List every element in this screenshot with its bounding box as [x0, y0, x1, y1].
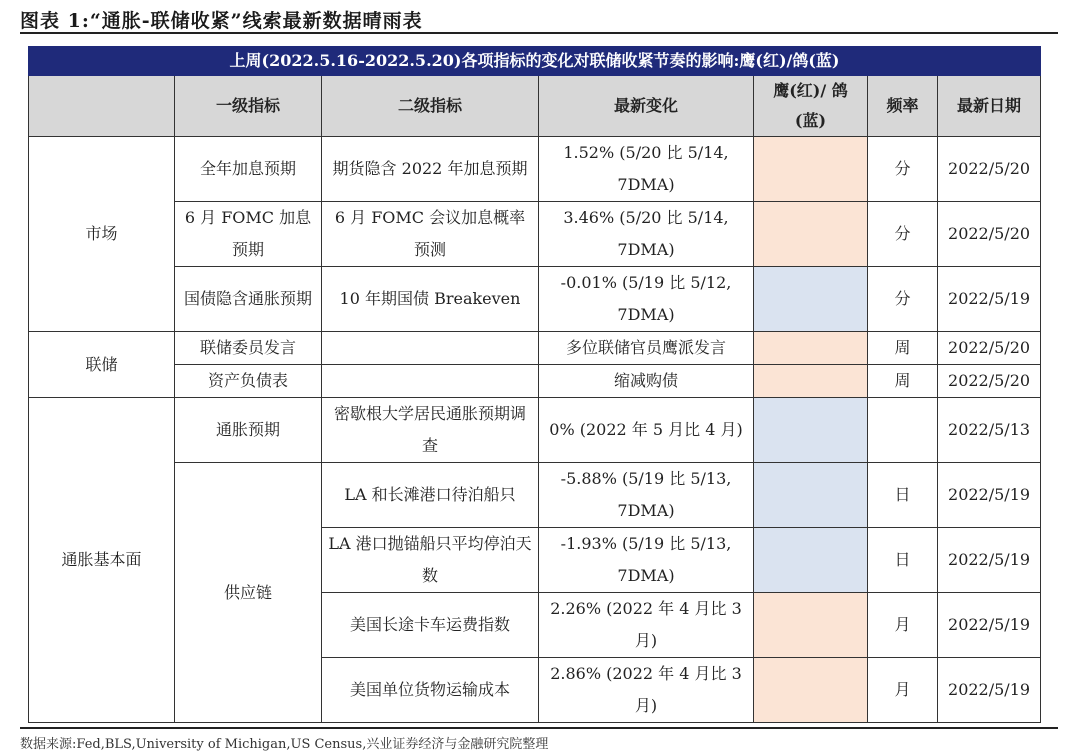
cell-level2: 6 月 FOMC 会议加息概率预测: [322, 202, 539, 267]
header-hawkdove: 鹰(红)/ 鸽(蓝): [754, 76, 868, 137]
signal-cell-hawk: [754, 658, 868, 723]
source-note: 数据来源:Fed,BLS,University of Michigan,US Census,兴业证券经济与金融研究院整理: [20, 737, 549, 752]
cell-date: 2022/5/19: [938, 593, 1041, 658]
cell-date: 2022/5/19: [938, 267, 1041, 332]
table-row: [29, 202, 1041, 267]
cell-freq: 日: [868, 528, 938, 593]
signal-cell-hawk: [754, 332, 868, 365]
cell-change: 多位联储官员鹰派发言: [539, 332, 754, 365]
table-row: [29, 398, 1041, 463]
cell-level2: 期货隐含 2022 年加息预期: [322, 137, 539, 202]
group-fed: 联储: [29, 332, 175, 398]
cell-freq: 分: [868, 202, 938, 267]
cell-change: 2.86% (2022 年 4 月比 3 月): [539, 658, 754, 723]
cell-level1: 6 月 FOMC 加息预期: [175, 202, 322, 267]
table-banner-row: [29, 47, 1041, 76]
group-supply-chain: 供应链: [175, 463, 322, 723]
title-rule: [20, 32, 1058, 34]
signal-cell-hawk: [754, 365, 868, 398]
cell-date: 2022/5/19: [938, 528, 1041, 593]
cell-level1: 联储委员发言: [175, 332, 322, 365]
cell-date: 2022/5/19: [938, 658, 1041, 723]
table-banner: 上周(2022.5.16-2022.5.20)各项指标的变化对联储收紧节奏的影响:鹰(红)/鸽(蓝): [29, 47, 1041, 76]
cell-level1: 通胀预期: [175, 398, 322, 463]
header-level2: 二级指标: [322, 76, 539, 137]
cell-change: 0% (2022 年 5 月比 4 月): [539, 398, 754, 463]
indicator-table: [28, 46, 1041, 723]
cell-date: 2022/5/20: [938, 202, 1041, 267]
signal-cell-hawk: [754, 593, 868, 658]
header-category: [29, 76, 175, 137]
cell-level2: 美国单位货物运输成本: [322, 658, 539, 723]
cell-change: -1.93% (5/19 比 5/13, 7DMA): [539, 528, 754, 593]
cell-change: 3.46% (5/20 比 5/14, 7DMA): [539, 202, 754, 267]
cell-freq: 分: [868, 137, 938, 202]
header-date: 最新日期: [938, 76, 1041, 137]
cell-level2: 密歇根大学居民通胀预期调查: [322, 398, 539, 463]
cell-level2: [322, 365, 539, 398]
group-market: 市场: [29, 137, 175, 332]
signal-cell-dove: [754, 463, 868, 528]
cell-level2: LA 和长滩港口待泊船只: [322, 463, 539, 528]
cell-date: 2022/5/19: [938, 463, 1041, 528]
header-freq: 频率: [868, 76, 938, 137]
cell-level1: 国债隐含通胀预期: [175, 267, 322, 332]
cell-freq: [868, 398, 938, 463]
cell-freq: 日: [868, 463, 938, 528]
table-row: [29, 267, 1041, 332]
cell-date: 2022/5/20: [938, 365, 1041, 398]
cell-freq: 月: [868, 593, 938, 658]
cell-change: -0.01% (5/19 比 5/12, 7DMA): [539, 267, 754, 332]
cell-level1: 全年加息预期: [175, 137, 322, 202]
signal-cell-dove: [754, 528, 868, 593]
group-inflation: 通胀基本面: [29, 398, 175, 723]
cell-level2: [322, 332, 539, 365]
header-change: 最新变化: [539, 76, 754, 137]
table-row: [29, 332, 1041, 365]
cell-change: -5.88% (5/19 比 5/13, 7DMA): [539, 463, 754, 528]
cell-freq: 周: [868, 365, 938, 398]
cell-change: 2.26% (2022 年 4 月比 3 月): [539, 593, 754, 658]
cell-change: 1.52% (5/20 比 5/14, 7DMA): [539, 137, 754, 202]
table-header-row: [29, 76, 1041, 137]
cell-freq: 分: [868, 267, 938, 332]
table-row: [29, 137, 1041, 202]
signal-cell-dove: [754, 398, 868, 463]
cell-level2: 美国长途卡车运费指数: [322, 593, 539, 658]
signal-cell-hawk: [754, 137, 868, 202]
cell-change: 缩减购债: [539, 365, 754, 398]
cell-freq: 周: [868, 332, 938, 365]
cell-date: 2022/5/20: [938, 137, 1041, 202]
cell-date: 2022/5/20: [938, 332, 1041, 365]
figure-title: 图表 1:“通胀-联储收紧”线索最新数据晴雨表: [20, 10, 423, 32]
table-row: [29, 365, 1041, 398]
header-level1: 一级指标: [175, 76, 322, 137]
cell-level2: LA 港口抛锚船只平均停泊天数: [322, 528, 539, 593]
cell-freq: 月: [868, 658, 938, 723]
cell-level1: 资产负债表: [175, 365, 322, 398]
cell-date: 2022/5/13: [938, 398, 1041, 463]
signal-cell-dove: [754, 267, 868, 332]
signal-cell-hawk: [754, 202, 868, 267]
table-row: [29, 463, 1041, 528]
bottom-rule: [20, 727, 1058, 729]
cell-level2: 10 年期国债 Breakeven: [322, 267, 539, 332]
